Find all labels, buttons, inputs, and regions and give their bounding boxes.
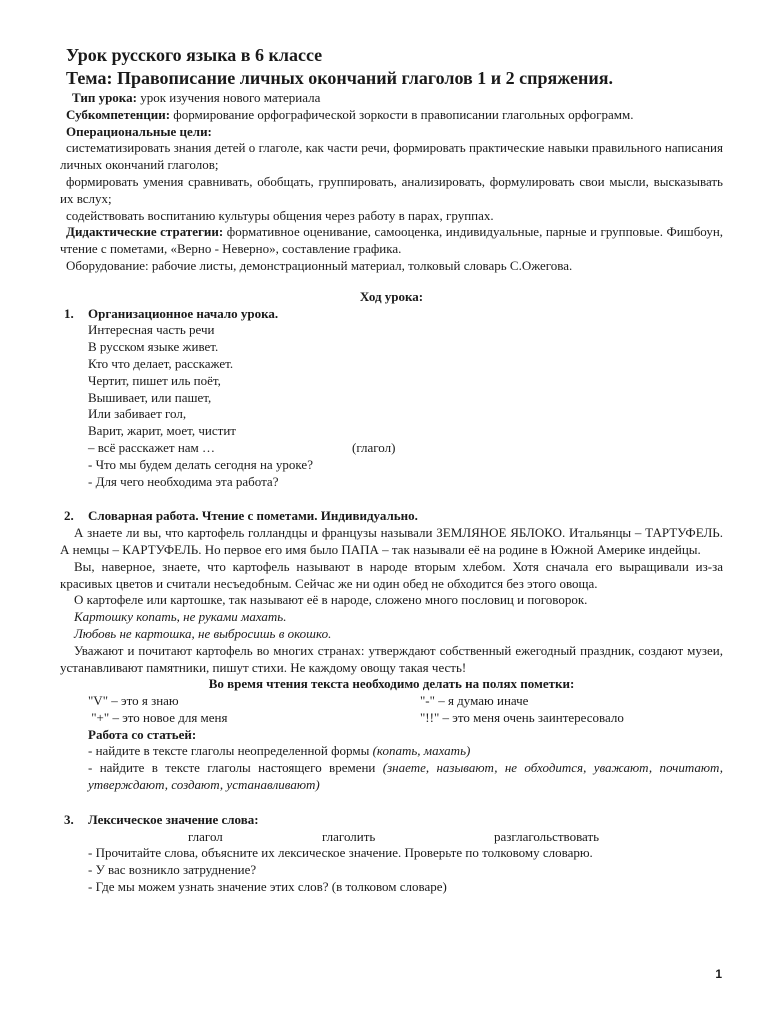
vocab-word: разглагольствовать: [494, 828, 600, 844]
question: - Где мы можем узнать значение этих слов? (в толковом словаре): [88, 879, 447, 895]
proverb: Картошку копать, не руками махать.: [74, 609, 287, 625]
section-1-heading: 1. Организационное начало урока.: [64, 305, 279, 321]
poem-line: Кто что делает, расскажет.: [88, 355, 234, 371]
poem-line: Варит, жарит, моет, чистит: [88, 423, 236, 439]
section-2-heading: 2. Словарная работа. Чтение с пометами. Индивидуально.: [64, 508, 418, 524]
question: - У вас возникло затруднение?: [88, 862, 257, 878]
work-heading: Работа со статьей:: [88, 726, 197, 742]
marks-row: [60, 693, 723, 710]
question: - Для чего необходима эта работа?: [88, 473, 279, 489]
poem-line: Чертит, пишет иль поёт,: [88, 372, 221, 388]
didactic-strategies: Дидактические стратегии: формативное оценивание, самооценка, индивидуальные, парные и групповые. Фишбоун, чтение с пометами, «Верно - Неверно», составление графика.: [60, 224, 724, 257]
lesson-topic: Тема: Правописание личных окончаний глаголов 1 и 2 спряжения.: [66, 68, 614, 88]
mark-legend: "V" – это я знаю: [88, 693, 179, 709]
mark-legend: "!!" – это меня очень заинтересовало: [420, 709, 624, 725]
page-number: 1: [715, 967, 722, 981]
task-item: - найдите в тексте глаголы настоящего времени (знаете, называют, не обходится, уважают, почитают, утверждают, создают, устанавливают): [88, 760, 723, 793]
equipment: Оборудование: рабочие листы, демонстрационный материал, толковый словарь С.Ожегова.: [66, 257, 573, 273]
marks-row: [60, 710, 723, 727]
section-3-heading: 3. Лексическое значение слова:: [64, 811, 259, 827]
poem-line: Вышивает, или пашет,: [88, 389, 212, 405]
paragraph: Уважают и почитают картофель во многих странах: утверждают собственный ежегодный праздник, создают музеи, устанавливают памятники, пишут стихи. Не каждому овощу такая честь!: [60, 642, 723, 675]
poem-last-line: – всё расскажет нам … (глагол): [88, 439, 396, 455]
goals-heading: Операциональные цели:: [66, 123, 212, 139]
paragraph: О картофеле или картошке, так называют её в народе, сложено много пословиц и поговорок.: [74, 592, 588, 608]
goal-item: содействовать воспитанию культуры общения через работу в парах, группах.: [66, 207, 494, 223]
subcompetencies: Субкомпетенции: формирование орфографической зоркости в правописании глагольных орфограмм.: [66, 106, 634, 122]
vocabulary-words: [60, 829, 723, 846]
goal-item: систематизировать знания детей о глаголе, как части речи, формировать практические навыки правильного написания личных окончаний глаголов;: [60, 140, 723, 173]
goal-item: формировать умения сравнивать, обобщать, группировать, анализировать, формулировать свои мысли, высказывать их вслух;: [60, 173, 723, 206]
poem: [88, 322, 723, 490]
poem-line: В русском языке живет.: [88, 339, 219, 355]
proverb: Любовь не картошка, не выбросишь в окошко.: [74, 625, 332, 641]
poem-line: Или забивает гол,: [88, 406, 187, 422]
lesson-title: Урок русского языка в 6 классе: [66, 45, 323, 65]
mark-legend: "+" – это новое для меня: [88, 709, 228, 725]
question: - Прочитайте слова, объясните их лексическое значение. Проверьте по толковому словарю.: [88, 845, 593, 861]
course-heading: Ход урока:: [359, 288, 424, 304]
paragraph: А знаете ли вы, что картофель голландцы и французы называли ЗЕМЛЯНОЕ ЯБЛОКО. Итальянцы – ТАРТУФЕЛЬ. А немцы – КАРТУФЕЛЬ. Но первое его имя было ПАПА – так называли её на родине в Южной Америке индейцы.: [60, 525, 723, 557]
vocab-word: глаголить: [322, 828, 376, 844]
task-item: - найдите в тексте глаголы неопределенной формы (копать, махать): [88, 743, 471, 759]
marks-heading: Во время чтения текста необходимо делать на полях пометки:: [208, 676, 575, 692]
poem-line: Интересная часть речи: [88, 322, 215, 338]
question: - Что мы будем делать сегодня на уроке?: [88, 456, 313, 472]
paragraph: Вы, наверное, знаете, что картофель называют в народе вторым хлебом. Хотя сначала его выращивали из-за красивых цветов и считали несъедобным. Сейчас же ни один обед не обходится без этого овоща.: [60, 558, 723, 591]
document-page: [60, 44, 723, 896]
poem-answer: (глагол): [352, 439, 396, 455]
lesson-type: Тип урока: урок изучения нового материала: [72, 90, 321, 105]
mark-legend: "-" – я думаю иначе: [420, 693, 529, 709]
vocab-word: глагол: [188, 828, 223, 844]
